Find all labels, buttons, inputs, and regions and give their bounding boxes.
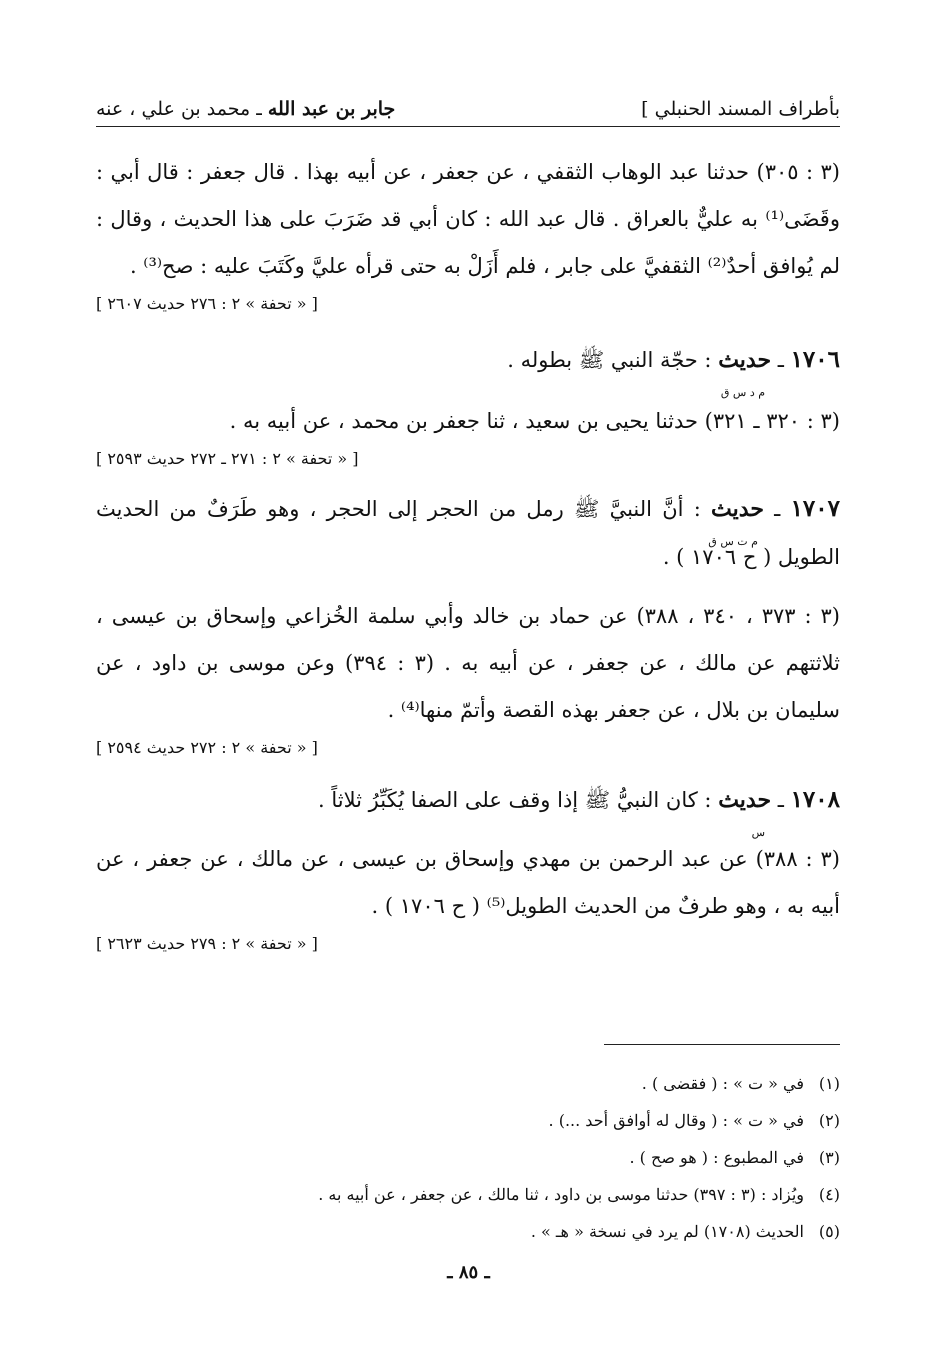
source-sigla: م ت س ق [708,535,758,548]
footnote-text: في « ت » : ( وقال له أوافق أحد ...) . [548,1111,804,1130]
hadith-keyword: حديث س [718,787,771,813]
hadith-keyword: حديث م ت س ق [711,496,764,522]
hadith-heading: ١٧٠٦ ـ حديث م د س ق : حجّة النبي ﷺ بطوله . [96,336,840,384]
footnote [96,1213,840,1250]
hadith-entry-1708 [96,776,840,958]
footnote-number: (٤) [818,1185,840,1204]
header-book-title: بأطراف المسند الحنبلي ] [641,98,840,120]
entry-continuation [96,149,840,318]
footnote-text: في « ت » : ( فقضى ) . [641,1074,804,1093]
footnote-number: (٥) [818,1222,840,1241]
footnote-rule [604,1044,840,1045]
chain-paragraph: (٣ : ٣٢٠ ـ ٣٢١) حدثنا يحيى بن سعيد ، ثنا جعفر بن محمد ، عن أبيه به . [229,409,840,433]
page-number: ـ ٨٥ ـ [447,1262,490,1283]
chain-paragraph: (٣ : ٣٨٨) عن عبد الرحمن بن مهدي وإسحاق بن عيسى ، عن مالك ، عن جعفر ، عن أبيه به ، وهو طرفٌ من الحديث الطويل⁽⁵⁾ ( ح ١٧٠٦ ) . [96,847,840,918]
hadith-number: ١٧٠٦ [790,346,840,373]
hadith-entry-1707 [96,485,840,762]
header-section-bold: جابر بن عبد الله [267,98,396,120]
source-sigla: س [751,826,766,839]
hadith-number: ١٧٠٨ [790,786,840,813]
footnote-number: (١) [818,1074,840,1093]
hadith-entry-1706 [96,336,840,473]
hadith-heading: ١٧٠٨ ـ حديث س : كان النبيُّ ﷺ إذا وقف على الصفا يُكَبِّرُ ثلاثاً . [96,776,840,824]
footnote-text: ويُزاد : (٣ : ٣٩٧) حدثنا موسى بن داود ، ثنا مالك ، عن جعفر ، عن أبيه به . [318,1185,804,1204]
footnote-list [96,1065,840,1250]
footnote-text: الحديث (١٧٠٨) لم يرد في نسخة « هـ » . [530,1222,804,1241]
chain-paragraph: (٣ : ٣٧٣ ، ٣٤٠ ، ٣٨٨) عن حماد بن خالد وأبي سلمة الخُزاعي وإسحاق بن عيسى ، ثلاثتهم عن مالك ، عن جعفر ، عن أبيه به . (٣ : ٣٩٤) وعن موسى بن داود ، عن سليمان بن بلال ، عن جعفر بهذه القصة وأتمّ منها⁽⁴⁾ . [96,604,840,722]
tuhfa-reference: [ « تحفة » ٢ : ٢٧٢ حديث ٢٥٩٤ ] [96,738,318,757]
tuhfa-reference: [ « تحفة » ٢ : ٢٧٦ حديث ٢٦٠٧ ] [96,294,318,313]
running-header [96,95,840,127]
footnotes [96,1044,840,1250]
hadith-heading: ١٧٠٧ ـ حديث م ت س ق : أنَّ النبيَّ ﷺ رمل من الحجر إلى الحجر ، وهو طَرَفٌ من الحديث الطويل ( ح ١٧٠٦ ) . [96,495,840,569]
header-section-title [96,98,395,120]
footnote [96,1139,840,1176]
footnote [96,1102,840,1139]
page-body [96,95,840,958]
footnote-number: (٢) [818,1111,840,1130]
hadith-text: : حجّة النبي ﷺ بطوله . [507,348,719,372]
tuhfa-reference: [ « تحفة » ٢ : ٢٧٩ حديث ٢٦٢٣ ] [96,934,318,953]
source-sigla: م د س ق [720,386,766,399]
header-section-rest: ـ محمد بن علي ، عنه [96,98,268,120]
chain-paragraph: (٣ : ٣٠٥) حدثنا عبد الوهاب الثقفي ، عن جعفر ، عن أبيه بهذا . قال جعفر : قال أبي : وقَضَى⁽¹⁾ به عليٌّ بالعراق . قال عبد الله : كان أبي قد ضَرَبَ على هذا الحديث ، وقال : لم يُوافق أحدٌ⁽²⁾ الثقفيَّ على جابر ، فلم أَزَلْ به حتى قرأه عليَّ وكَتَبَ عليه : صح⁽³⁾ . [96,160,840,278]
hadith-number: ١٧٠٧ [790,495,840,522]
footnote-number: (٣) [818,1148,840,1167]
hadith-text: : كان النبيُّ ﷺ إذا وقف على الصفا يُكَبِّرُ ثلاثاً . [318,788,719,812]
hadith-text: : أنَّ النبيَّ ﷺ رمل من الحجر إلى الحجر ، وهو طَرَفٌ من الحديث الطويل ( ح ١٧٠٦ ) . [96,497,840,569]
footnote [96,1176,840,1213]
footnote [96,1065,840,1102]
footnote-text: في المطبوع : ( هو صح ) . [629,1148,804,1167]
hadith-keyword: حديث م د س ق [718,347,771,373]
tuhfa-reference: [ « تحفة » ٢ : ٢٧١ ـ ٢٧٢ حديث ٢٥٩٣ ] [96,449,359,468]
